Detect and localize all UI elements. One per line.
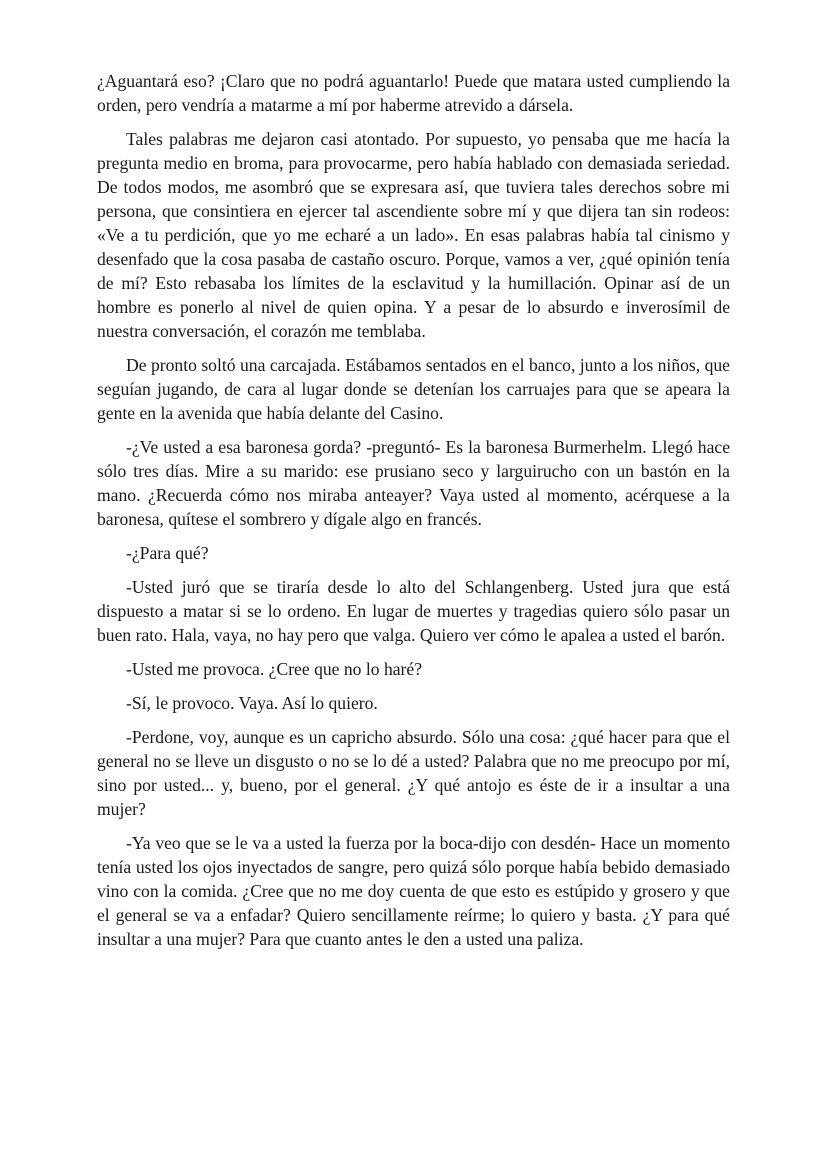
paragraph-10: -Ya veo que se le va a usted la fuerza por la boca-dijo con desdén- Hace un momento tenía usted los ojos inyectados de sangre, pero quizá sólo porque había bebido demasiado vino con la comida. ¿Cree que no me doy cuenta de que esto es estúpido y grosero y que el general se va a enfadar? Quiero sencillamente reírme; lo quiero y basta. ¿Y para qué insultar a una mujer? Para que cuanto antes le den a usted una paliza. <box>97 833 730 949</box>
paragraph-8: -Sí, le provoco. Vaya. Así lo quiero. <box>126 693 378 713</box>
paragraph-5: -¿Para qué? <box>126 543 209 563</box>
paragraph-4: -¿Ve usted a esa baronesa gorda? -preguntó- Es la baronesa Burmerhelm. Llegó hace sólo tres días. Mire a su marido: ese prusiano seco y larguirucho con un bastón en la mano. ¿Recuerda cómo nos miraba anteayer? Vaya usted al momento, acérquese a la baronesa, quítese el sombrero y dígale algo en francés. <box>97 437 730 529</box>
paragraph-1: ¿Aguantará eso? ¡Claro que no podrá aguantarlo! Puede que matara usted cumpliendo la orden, pero vendría a matarme a mí por haberme atrevido a dársela. <box>97 71 730 115</box>
paragraph-9: -Perdone, voy, aunque es un capricho absurdo. Sólo una cosa: ¿qué hacer para que el general no se lleve un disgusto o no se lo dé a usted? Palabra que no me preocupo por mí, sino por usted... y, bueno, por el general. ¿Y qué antojo es éste de ir a insultar a una mujer? <box>97 727 730 819</box>
paragraph-7: -Usted me provoca. ¿Cree que no lo haré? <box>126 659 423 679</box>
paragraph-3: De pronto soltó una carcajada. Estábamos sentados en el banco, junto a los niños, que seguían jugando, de cara al lugar donde se detenían los carruajes para que se apeara la gente en la avenida que había delante del Casino. <box>97 355 730 423</box>
document-page <box>97 69 730 961</box>
paragraph-2: Tales palabras me dejaron casi atontado. Por supuesto, yo pensaba que me hacía la pregunta medio en broma, para provocarme, pero había hablado con demasiada seriedad. De todos modos, me asombró que se expresara así, que tuviera tales derechos sobre mi persona, que consintiera en ejercer tal ascendiente sobre mí y que dijera tan sin rodeos: «Ve a tu perdición, que yo me echaré a un lado». En esas palabras había tal cinismo y desenfado que la cosa pasaba de castaño oscuro. Porque, vamos a ver, ¿qué opinión tenía de mí? Esto rebasaba los límites de la esclavitud y la humillación. Opinar así de un hombre es ponerlo al nivel de quien opina. Y a pesar de lo absurdo e inverosímil de nuestra conversación, el corazón me temblaba. <box>97 129 730 341</box>
paragraph-6: -Usted juró que se tiraría desde lo alto del Schlangenberg. Usted jura que está dispuesto a matar si se lo ordeno. En lugar de muertes y tragedias quiero sólo pasar un buen rato. Hala, vaya, no hay pero que valga. Quiero ver cómo le apalea a usted el barón. <box>97 577 730 645</box>
